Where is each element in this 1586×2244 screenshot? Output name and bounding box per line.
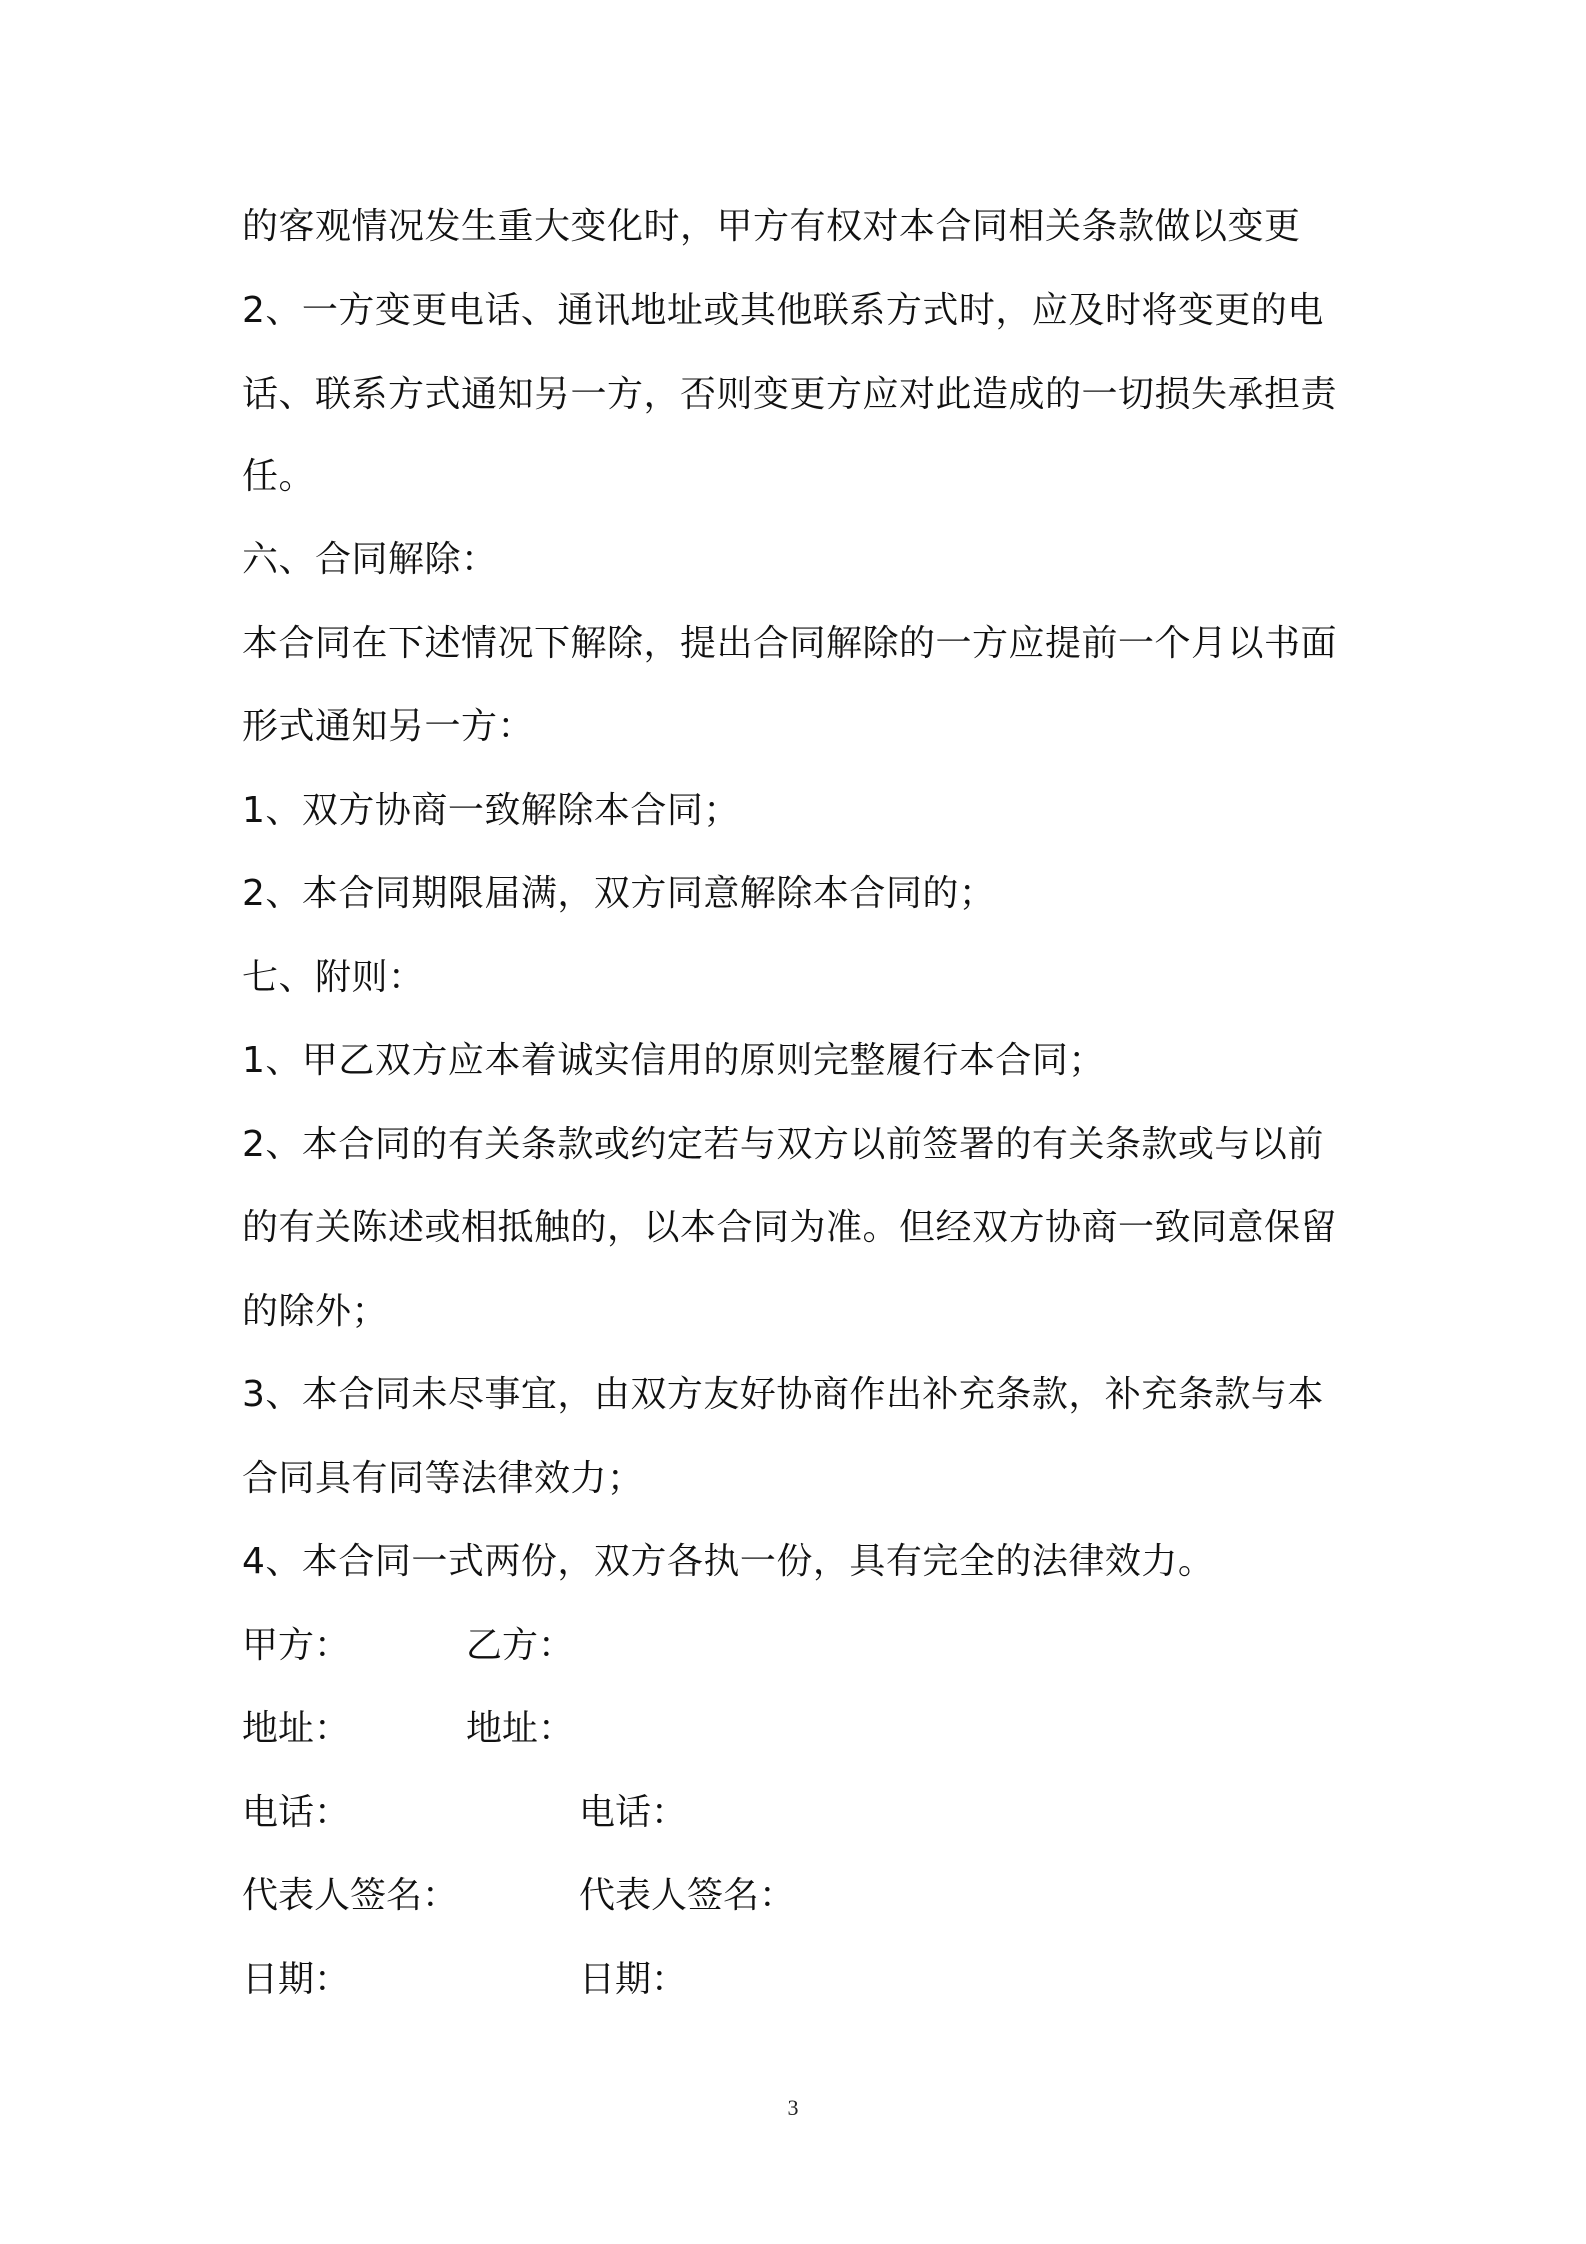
termination-item-1: 1、双方协商一致解除本合同；	[242, 790, 740, 831]
appendix-item-3-line-1: 3、本合同未尽事宜，由双方友好协商作出补充条款，补充条款与本	[242, 1374, 1324, 1415]
party-a-representative-label: 代表人签名：	[242, 1875, 459, 1916]
termination-intro-line-2: 形式通知另一方：	[242, 706, 535, 747]
party-a-address-label: 地址：	[242, 1708, 351, 1749]
appendix-item-2-line-1: 2、本合同的有关条款或约定若与双方以前签署的有关条款或与以前	[242, 1124, 1324, 1165]
party-b-representative-label: 代表人签名：	[579, 1875, 796, 1916]
section-heading-appendix: 七、附则：	[242, 957, 425, 998]
party-a-date-label: 日期：	[242, 1959, 351, 2000]
appendix-item-2-line-2: 的有关陈述或相抵触的，以本合同为准。但经双方协商一致同意保留	[242, 1207, 1338, 1248]
page-number: 3	[787, 2095, 799, 2120]
appendix-item-4: 4、本合同一式两份，双方各执一份，具有完全的法律效力。	[242, 1541, 1215, 1582]
clause-5-2-line-1: 2、一方变更电话、通讯地址或其他联系方式时，应及时将变更的电	[242, 290, 1324, 331]
party-b-address-label: 地址：	[466, 1708, 575, 1749]
termination-intro-line-1: 本合同在下述情况下解除，提出合同解除的一方应提前一个月以书面	[242, 623, 1338, 664]
party-b-date-label: 日期：	[579, 1959, 688, 2000]
clause-5-2-line-2: 话、联系方式通知另一方，否则变更方应对此造成的一切损失承担责	[242, 374, 1338, 415]
clause-5-2-line-3: 任。	[242, 456, 316, 497]
party-b-phone-label: 电话：	[579, 1792, 688, 1833]
appendix-item-3-line-2: 合同具有同等法律效力；	[242, 1458, 644, 1499]
termination-item-2: 2、本合同期限届满，双方同意解除本合同的；	[242, 873, 996, 914]
party-b-label: 乙方：	[466, 1625, 575, 1666]
body-line: 的客观情况发生重大变化时，甲方有权对本合同相关条款做以变更	[242, 206, 1301, 247]
section-heading-termination: 六、合同解除：	[242, 539, 498, 580]
appendix-item-2-line-3: 的除外；	[242, 1291, 389, 1332]
appendix-item-1: 1、甲乙双方应本着诚实信用的原则完整履行本合同；	[242, 1040, 1105, 1081]
party-a-label: 甲方：	[242, 1625, 351, 1666]
party-a-phone-label: 电话：	[242, 1792, 351, 1833]
